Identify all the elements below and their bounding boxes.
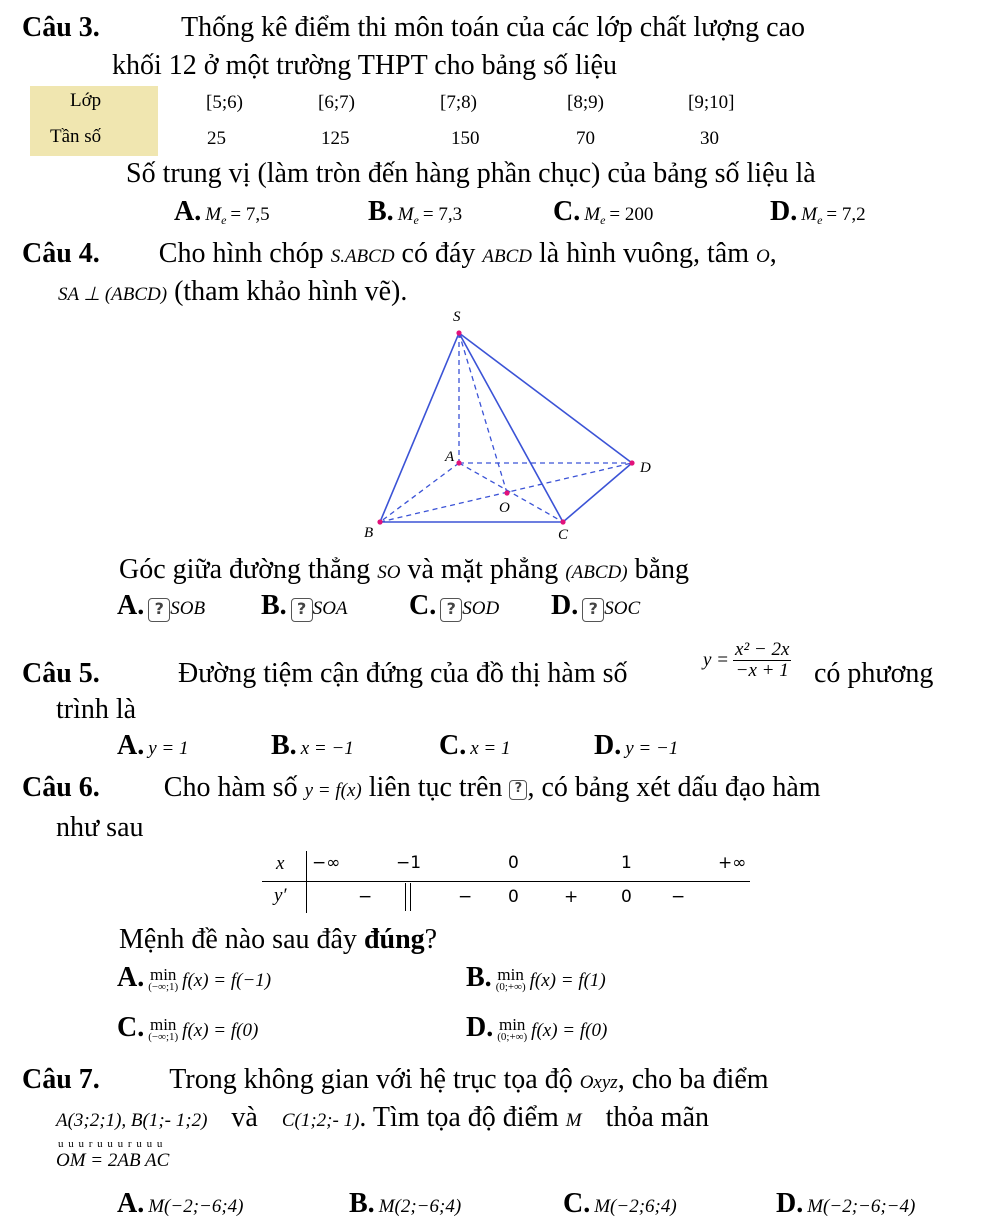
x-value-2: 0 bbox=[508, 853, 519, 873]
q7-text1: Trong không gian với hệ trục tọa độ bbox=[169, 1064, 573, 1095]
q5-option-a-letter: A. bbox=[117, 730, 145, 761]
q7-line1 bbox=[22, 1064, 769, 1096]
q5-option-b-letter: B. bbox=[271, 730, 297, 761]
q7-text4: thỏa mãn bbox=[605, 1102, 710, 1133]
q7-vector-arrows: u u u r u u u r u u u bbox=[58, 1138, 164, 1150]
q7-system: Oxyz bbox=[579, 1072, 618, 1093]
q3-eq-d: = bbox=[826, 204, 842, 225]
q5-fraction bbox=[733, 640, 791, 681]
q6-text1: Cho hàm số bbox=[163, 772, 298, 803]
angle-placeholder-icon: ? bbox=[148, 598, 170, 622]
q7-option-a-letter: A. bbox=[117, 1188, 145, 1219]
edge-cd bbox=[563, 463, 632, 522]
label-c: C bbox=[558, 527, 569, 543]
q5-label: Câu 5. bbox=[22, 658, 100, 689]
q7-text2: , cho ba điểm bbox=[617, 1064, 769, 1095]
q6-option-b-expr: f(x) = f(1) bbox=[529, 970, 606, 991]
q3-table-row2-head: Tần số bbox=[50, 126, 102, 147]
sign-table-y-label: y′ bbox=[274, 885, 287, 906]
q3-text-line1: Thống kê điểm thi môn toán của các lớp chất lượng cao bbox=[181, 12, 806, 43]
q3-option-d-value: 7,2 bbox=[841, 204, 866, 225]
q6-question-a: Mệnh đề nào sau đây bbox=[119, 924, 364, 955]
q4-label: Câu 4. bbox=[22, 238, 100, 269]
q3-me-sub-b: e bbox=[413, 213, 419, 227]
sign-table-x-label: x bbox=[276, 853, 285, 874]
q3-text-line2: khối 12 ở một trường THPT cho bảng số liệu bbox=[112, 50, 617, 81]
point-a bbox=[456, 460, 461, 465]
q6-label: Câu 6. bbox=[22, 772, 100, 803]
q6-option-a-interval: (−∞;1) bbox=[148, 981, 179, 993]
q6-option-b-letter: B. bbox=[466, 962, 492, 993]
q6-question bbox=[119, 924, 437, 956]
q3-me-symbol-b: M bbox=[397, 204, 414, 225]
q6-option-c[interactable] bbox=[117, 1012, 258, 1044]
q3-option-b-value: 7,3 bbox=[438, 204, 463, 225]
q4-question-b: và mặt phẳng bbox=[407, 554, 559, 585]
q3-option-a[interactable] bbox=[174, 196, 270, 228]
sign-table-hline bbox=[262, 881, 750, 882]
q6-text3: , có bảng xét dấu đạo hàm bbox=[527, 772, 821, 803]
point-s bbox=[456, 330, 461, 335]
sign-table-double-bar-2 bbox=[410, 883, 411, 911]
q4-option-c-letter: C. bbox=[409, 590, 437, 621]
q4-question-a: Góc giữa đường thẳng bbox=[119, 554, 371, 585]
sign-1: − bbox=[458, 887, 473, 907]
q4-option-b[interactable] bbox=[261, 590, 348, 622]
q4-comma: , bbox=[769, 238, 777, 269]
point-b bbox=[377, 519, 382, 524]
q6-option-c-expr: f(x) = f(0) bbox=[182, 1020, 259, 1041]
q6-option-d-letter: D. bbox=[466, 1012, 494, 1043]
q3-me-sub: e bbox=[221, 213, 227, 227]
sign-4: 0 bbox=[621, 887, 632, 907]
q7-text3: . Tìm tọa độ điểm bbox=[359, 1102, 559, 1133]
q6-option-b-interval: (0;+∞) bbox=[495, 981, 526, 993]
q4-plane: (ABCD) bbox=[565, 562, 628, 583]
label-b: B bbox=[364, 525, 374, 541]
q4-option-d-tail: SOC bbox=[604, 598, 641, 619]
q5-num: x² − 2x bbox=[735, 639, 790, 660]
point-c bbox=[560, 519, 565, 524]
q3-class-1: [6;7) bbox=[318, 92, 355, 113]
q5-option-d[interactable] bbox=[594, 730, 678, 762]
sign-3: + bbox=[564, 887, 579, 907]
label-d: D bbox=[640, 460, 651, 476]
q3-freq-1: 125 bbox=[321, 128, 350, 149]
q6-option-a-letter: A. bbox=[117, 962, 145, 993]
q3-me-sub-d: e bbox=[817, 213, 823, 227]
q3-class-0: [5;6) bbox=[206, 92, 243, 113]
q7-option-b-letter: B. bbox=[349, 1188, 375, 1219]
q6-min-d: min bbox=[498, 1015, 526, 1034]
segment-so bbox=[459, 333, 507, 493]
sign-0: − bbox=[358, 887, 373, 907]
q3-option-c-value: 200 bbox=[624, 204, 654, 225]
q3-label: Câu 3. bbox=[22, 12, 100, 43]
q7-option-d[interactable] bbox=[776, 1188, 915, 1220]
q3-option-a-letter: A. bbox=[174, 196, 202, 227]
x-value-1: −1 bbox=[396, 853, 422, 873]
q6-text4: như sau bbox=[56, 812, 144, 843]
pyramid-figure bbox=[350, 305, 670, 545]
q7-option-a[interactable] bbox=[117, 1188, 244, 1220]
q3-option-c-letter: C. bbox=[553, 196, 581, 227]
q6-option-c-interval: (−∞;1) bbox=[148, 1031, 179, 1043]
q4-option-d[interactable] bbox=[551, 590, 640, 622]
q5-text3: trình là bbox=[56, 694, 137, 725]
q7-option-c[interactable] bbox=[563, 1188, 677, 1220]
q4-option-b-letter: B. bbox=[261, 590, 287, 621]
q5-den: −x + 1 bbox=[735, 660, 789, 681]
q6-min-c: min bbox=[149, 1015, 177, 1034]
q4-base: ABCD bbox=[482, 246, 533, 267]
q3-table-row1-head: Lớp bbox=[70, 90, 102, 111]
q7-option-d-value: M(−2;−6;−4) bbox=[807, 1196, 916, 1217]
q6-option-c-letter: C. bbox=[117, 1012, 145, 1043]
q6-func: y = f(x) bbox=[304, 780, 362, 801]
q3-me-sub-c: e bbox=[600, 213, 606, 227]
q7-points: A(3;2;1), B(1;- 1;2) bbox=[56, 1110, 208, 1131]
sign-2: 0 bbox=[508, 887, 519, 907]
q6-option-b[interactable] bbox=[466, 962, 606, 994]
q3-option-a-value: 7,5 bbox=[245, 204, 270, 225]
q5-option-b-value: x = −1 bbox=[300, 738, 354, 759]
q3-option-b[interactable] bbox=[368, 196, 462, 228]
q7-option-b-value: M(2;−6;4) bbox=[378, 1196, 462, 1217]
q5-option-d-letter: D. bbox=[594, 730, 622, 761]
angle-placeholder-icon: ? bbox=[582, 598, 604, 622]
q7-option-a-value: M(−2;−6;4) bbox=[148, 1196, 244, 1217]
q7-m: M bbox=[565, 1110, 582, 1131]
q4-option-c[interactable] bbox=[409, 590, 499, 622]
q4-text4: (tham khảo hình vẽ). bbox=[174, 276, 408, 307]
q3-eq-b: = bbox=[422, 204, 439, 225]
x-value-0: −∞ bbox=[312, 853, 341, 873]
q4-perp: SA ⊥ (ABCD) bbox=[58, 284, 168, 305]
edge-sd bbox=[459, 333, 632, 463]
q6-question-c: ? bbox=[424, 924, 438, 955]
q3-me-symbol-d: M bbox=[801, 204, 818, 225]
q4-line1 bbox=[22, 238, 777, 270]
edge-sb bbox=[380, 333, 459, 522]
q6-question-b: đúng bbox=[363, 924, 425, 955]
sign-5: − bbox=[671, 887, 686, 907]
q3-option-c[interactable] bbox=[553, 196, 653, 228]
label-a: A bbox=[445, 449, 455, 465]
q4-so: SO bbox=[377, 562, 401, 583]
sign-table-double-bar-1 bbox=[405, 883, 406, 911]
label-o: O bbox=[499, 500, 510, 516]
angle-placeholder-icon: ? bbox=[440, 598, 462, 622]
q4-question-c: bằng bbox=[634, 554, 690, 585]
sign-table-vline bbox=[306, 851, 307, 913]
q5-option-d-value: y = −1 bbox=[625, 738, 679, 759]
q5-option-a-value: y = 1 bbox=[148, 738, 189, 759]
q7-line2 bbox=[56, 1102, 709, 1134]
q6-option-d-expr: f(x) = f(0) bbox=[531, 1020, 608, 1041]
edge-sc bbox=[459, 333, 563, 522]
q7-point-c: C(1;2;- 1) bbox=[281, 1110, 360, 1131]
q7-option-c-letter: C. bbox=[563, 1188, 591, 1219]
q6-line1 bbox=[22, 772, 821, 804]
q3-question: Số trung vị (làm tròn đến hàng phần chục) của bảng số liệu là bbox=[126, 158, 816, 189]
q5-function bbox=[703, 640, 791, 681]
q5-func-lhs: y = bbox=[703, 649, 730, 671]
q5-option-c-letter: C. bbox=[439, 730, 467, 761]
q6-option-a[interactable] bbox=[117, 962, 271, 994]
q3-option-d-letter: D. bbox=[770, 196, 798, 227]
q6-min-b: min bbox=[497, 965, 524, 984]
q6-option-d-interval: (0;+∞) bbox=[497, 1031, 528, 1043]
q3-class-4: [9;10] bbox=[688, 92, 735, 113]
q7-option-b[interactable] bbox=[349, 1188, 461, 1220]
sign-table bbox=[262, 851, 752, 913]
label-s: S bbox=[453, 309, 461, 325]
q4-text1: Cho hình chóp bbox=[158, 238, 324, 269]
q4-option-c-tail: SOD bbox=[462, 598, 500, 619]
q3-option-d[interactable] bbox=[770, 196, 866, 228]
q3-me-symbol: M bbox=[205, 204, 222, 225]
q3-option-b-letter: B. bbox=[368, 196, 394, 227]
q6-option-a-expr: f(x) = f(−1) bbox=[182, 970, 272, 991]
q3-freq-0: 25 bbox=[207, 128, 226, 149]
q5-text1: Đường tiệm cận đứng của đồ thị hàm số bbox=[178, 658, 628, 689]
q3-class-3: [8;9) bbox=[567, 92, 604, 113]
real-set-icon: ? bbox=[509, 780, 527, 800]
q4-option-d-letter: D. bbox=[551, 590, 579, 621]
q3-eq: = bbox=[230, 204, 246, 225]
q5-text2: có phương bbox=[814, 658, 934, 689]
point-o bbox=[504, 490, 509, 495]
q4-center: O bbox=[756, 246, 770, 267]
q4-pyramid: S.ABCD bbox=[330, 246, 395, 267]
q6-min-a: min bbox=[149, 965, 177, 984]
q4-text2: có đáy bbox=[401, 238, 476, 269]
q3-freq-4: 30 bbox=[700, 128, 719, 149]
q3-freq-3: 70 bbox=[576, 128, 595, 149]
q5-option-c[interactable] bbox=[439, 730, 511, 762]
q4-line2 bbox=[58, 276, 407, 308]
x-value-3: 1 bbox=[621, 853, 632, 873]
q6-text2: liên tục trên bbox=[368, 772, 503, 803]
q4-option-a[interactable] bbox=[117, 590, 205, 622]
q3-class-2: [7;8) bbox=[440, 92, 477, 113]
q6-option-d[interactable] bbox=[466, 1012, 607, 1044]
q3-me-symbol-c: M bbox=[584, 204, 601, 225]
q4-option-a-tail: SOB bbox=[170, 598, 206, 619]
q7-label: Câu 7. bbox=[22, 1064, 100, 1095]
q3-eq-c: = bbox=[609, 204, 625, 225]
q7-option-d-letter: D. bbox=[776, 1188, 804, 1219]
q7-and: và bbox=[231, 1102, 258, 1133]
q5-option-c-value: x = 1 bbox=[470, 738, 511, 759]
q4-text3: là hình vuông, tâm bbox=[539, 238, 749, 269]
q4-option-a-letter: A. bbox=[117, 590, 145, 621]
q5-option-b[interactable] bbox=[271, 730, 354, 762]
q3-freq-2: 150 bbox=[451, 128, 480, 149]
q7-option-c-value: M(−2;6;4) bbox=[594, 1196, 677, 1217]
q5-option-a[interactable] bbox=[117, 730, 189, 762]
x-value-4: +∞ bbox=[718, 853, 747, 873]
q4-question bbox=[119, 554, 689, 586]
q7-vector-eq: OM = 2AB AC bbox=[56, 1150, 170, 1171]
q4-option-b-tail: SOA bbox=[312, 598, 348, 619]
point-d bbox=[629, 460, 634, 465]
angle-placeholder-icon: ? bbox=[291, 598, 313, 622]
